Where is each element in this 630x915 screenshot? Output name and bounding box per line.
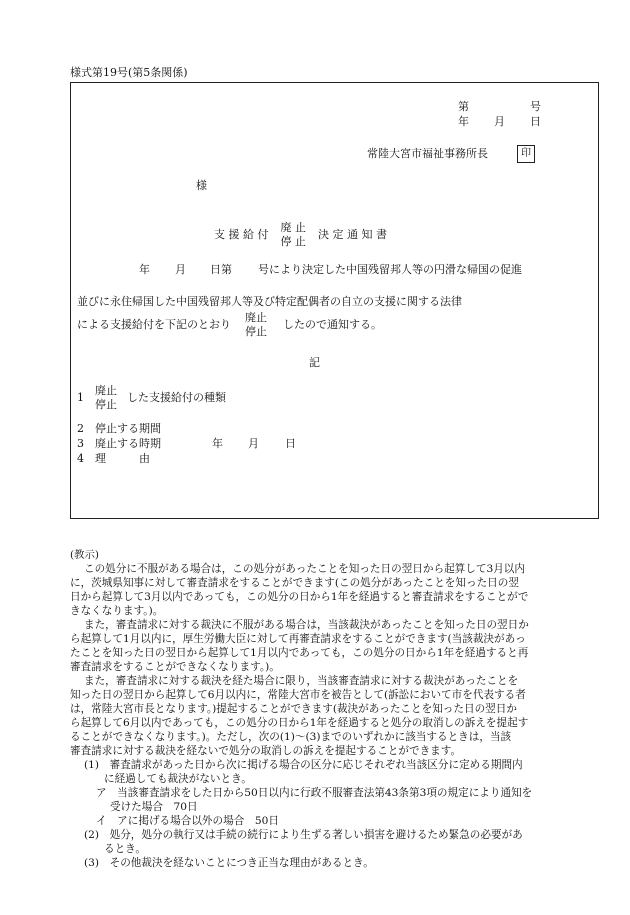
notice-line: に，茨城県知事に対して審査請求をすることができます(この処分があったことを知った日の翌 bbox=[70, 577, 519, 589]
number-label-go: 号 bbox=[530, 100, 541, 113]
item-1-number: 1 bbox=[77, 391, 84, 404]
item-3-month: 月 bbox=[248, 437, 259, 450]
notice-line: また，審査請求に対する裁決を経た場合に限り，当該審査請求に対する裁決があったことを bbox=[84, 675, 519, 687]
body-year: 年 bbox=[139, 263, 150, 276]
title-stack bbox=[281, 221, 307, 249]
item-3-text: 廃止する時期 bbox=[95, 437, 161, 450]
date-month: 月 bbox=[494, 115, 505, 128]
notice-line: ア 当該審査請求をした日から50日以内に行政不服審査法第43条第3項の規定により通知を bbox=[96, 787, 533, 799]
body-day-dai: 日第 bbox=[210, 263, 232, 276]
form-number: 様式第19号(第5条関係) bbox=[70, 66, 188, 79]
body-line3-stack-top: 廃止 bbox=[245, 311, 267, 324]
notice-line: (3) その他裁決を経ないことにつき正当な理由があるとき。 bbox=[84, 857, 374, 869]
date-year: 年 bbox=[458, 115, 469, 128]
ki-label: 記 bbox=[309, 356, 320, 369]
issuer-name: 常陸大宮市福祉事務所長 bbox=[367, 147, 488, 160]
notice-line: ら起算して6月以内であっても，この処分の日から1年を経過すると処分の取消しの訴えを提起す bbox=[70, 717, 529, 729]
item-1-stack-top: 廃止 bbox=[95, 384, 117, 397]
body-line1-rest: 号により決定した中国残留邦人等の円滑な帰国の促進 bbox=[258, 263, 522, 276]
item-2-number: 2 bbox=[77, 422, 84, 435]
notice-line: ることができなくなります。)。ただし，次の(1)～(3)までのいずれかに該当するときは，当該 bbox=[70, 731, 512, 743]
body-month: 月 bbox=[175, 263, 186, 276]
item-1-stack bbox=[95, 384, 117, 412]
notice-line: イ アに掲げる場合以外の場合 50日 bbox=[96, 815, 279, 827]
title-stack-top: 廃 止 bbox=[280, 221, 306, 234]
notice-line: に経過しても裁決がないとき。 bbox=[104, 773, 252, 785]
notice-line: 受けた場合 70日 bbox=[110, 801, 198, 813]
notice-line: 審査請求をすることができなくなります。)。 bbox=[70, 661, 280, 673]
body-line2: 並びに永住帰国した中国残留邦人等及び特定配偶者の自立の支援に関する法律 bbox=[77, 295, 462, 308]
notice-line: たことを知った日の翌日から起算して1月以内であっても，この処分の日から1年を経過すると再 bbox=[70, 647, 529, 659]
body-line3-stack-bottom: 停止 bbox=[245, 325, 267, 338]
body-line3 bbox=[77, 311, 382, 339]
notice-line: 日から起算して3月以内であっても，この処分の日から1年を経過すると審査請求をすることがで bbox=[70, 591, 529, 603]
notice-line: また，審査請求に対する裁決に不服がある場合は，当該裁決があったことを知った日の翌日か bbox=[84, 619, 529, 631]
item-4-number: 4 bbox=[77, 452, 84, 465]
notice-line: 審査請求に対する裁決を経ないで処分の取消しの訴えを提起することができます。 bbox=[70, 745, 462, 757]
notice-line: この処分に不服がある場合は，この処分があったことを知った日の翌日から起算して3月以内 bbox=[84, 563, 525, 575]
notice-line: るとき。 bbox=[104, 843, 146, 855]
title-right: 決 定 通 知 書 bbox=[318, 228, 387, 241]
item-1-stack-bottom: 停止 bbox=[95, 398, 117, 411]
item-3-number: 3 bbox=[77, 437, 84, 450]
item-2-text: 停止する期間 bbox=[95, 422, 161, 435]
notice-line: (2) 処分，処分の執行又は手続の続行により生ずる著しい損害を避けるため緊急の必要があ bbox=[84, 829, 523, 841]
item-1 bbox=[77, 384, 226, 412]
notice-heading: (教示) bbox=[70, 549, 99, 561]
notice-line: 知った日の翌日から起算して6月以内に，常陸大宮市を被告として(訴訟において市を代表する者 bbox=[70, 689, 526, 701]
item-3-year: 年 bbox=[212, 437, 223, 450]
item-3-day: 日 bbox=[285, 437, 296, 450]
seal-mark: 印 bbox=[517, 145, 535, 163]
date-day: 日 bbox=[530, 115, 541, 128]
recipient-suffix: 様 bbox=[196, 179, 207, 192]
item-4-text: 理 由 bbox=[95, 452, 150, 465]
title-left: 支 援 給 付 bbox=[214, 228, 269, 241]
body-line3-stack bbox=[245, 311, 267, 339]
item-1-text: した支援給付の種類 bbox=[127, 391, 226, 404]
document-title bbox=[214, 221, 387, 249]
notice-line: きなくなります。)。 bbox=[70, 605, 164, 617]
body-line3-post: したので通知する。 bbox=[283, 318, 382, 331]
notice-line: (1) 審査請求があった日から次に掲げる場合の区分に応じそれぞれ当該区分に定める期間内 bbox=[84, 759, 523, 771]
title-stack-bottom: 停 止 bbox=[280, 235, 306, 248]
body-line3-pre: による支援給付を下記のとおり bbox=[77, 318, 231, 331]
notice-line: ら起算して1月以内に，厚生労働大臣に対して再審査請求をすることができます(当該裁決があっ bbox=[70, 633, 526, 645]
number-label-dai: 第 bbox=[458, 100, 469, 113]
notice-line: は，常陸大宮市長となります。)提起することができます(裁決があったことを知った日の翌日か bbox=[70, 703, 517, 715]
